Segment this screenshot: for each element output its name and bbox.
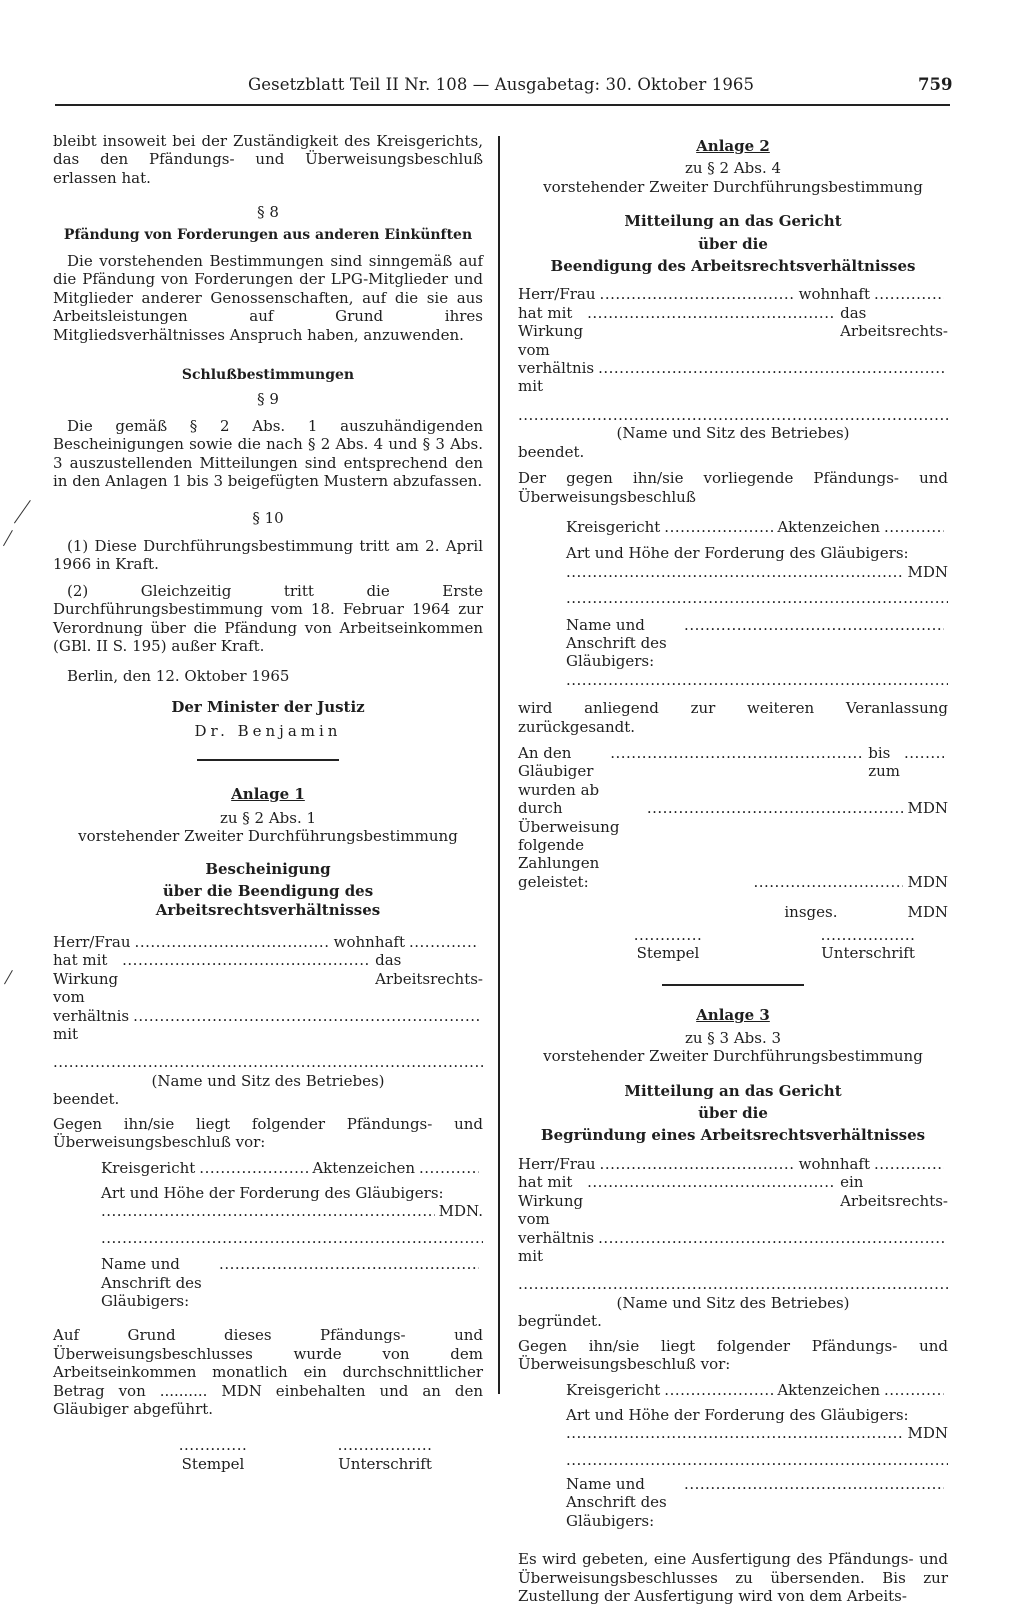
der-gegen-text: Der gegen ihn/sie vorliegende Pfändungs- und Überweisungsbeschluß bbox=[518, 469, 948, 506]
form-line-paid bbox=[518, 873, 948, 891]
signature-field bbox=[788, 926, 948, 963]
blank-field bbox=[133, 1007, 479, 1025]
label-mdn: MDN bbox=[907, 562, 948, 581]
blank-field bbox=[409, 933, 479, 951]
form-line-amount bbox=[53, 1202, 483, 1220]
label-hat-mit-wirkung: hat mit Wirkung vom bbox=[518, 1173, 584, 1229]
form-line-creditor bbox=[518, 1475, 948, 1530]
blank-field: ............. bbox=[178, 1436, 248, 1455]
label-begruendet: begründet. bbox=[518, 1312, 602, 1331]
blank-line bbox=[518, 406, 948, 424]
label-arbeitsrechts: das Arbeitsrechts- bbox=[840, 303, 949, 341]
label-insges: insges. bbox=[784, 903, 838, 922]
label-wohnhaft: wohnhaft bbox=[333, 933, 405, 951]
label-unterschrift: Unterschrift bbox=[821, 944, 915, 963]
blank-line bbox=[518, 1275, 948, 1293]
section-9-number: § 9 bbox=[257, 390, 279, 409]
form-line-person bbox=[518, 1155, 948, 1173]
form-line-employer bbox=[518, 359, 948, 396]
anlage-3-heading-2: über die bbox=[698, 1104, 768, 1123]
label-mdn-b: MDN bbox=[907, 872, 948, 891]
section-10-para-1: (1) Diese Durchführungsbestimmung tritt am 2. April 1966 in Kraft. bbox=[53, 536, 483, 574]
label-verhaeltnis-mit: verhältnis mit bbox=[53, 1006, 130, 1044]
header-rule bbox=[55, 104, 950, 106]
label-aktenzeichen: Aktenzeichen bbox=[777, 517, 880, 536]
running-header: Gesetzblatt Teil II Nr. 108 — Ausgabetag: 30. Oktober 1965 bbox=[248, 75, 755, 94]
signer-name: Dr. Benjamin bbox=[194, 722, 342, 741]
label-bis-zum: bis zum bbox=[868, 743, 901, 781]
section-8-text: Die vorstehenden Bestimmungen sind sinngemäß auf die Pfändung von Forderungen der LPG-Mitglieder und Mitglieder anderer Genossenschaften, auf die sie aus Arbeitsleistungen auf Grund ihres Mitgliedsverhältnisses Anspruch haben, anzuwenden. bbox=[53, 252, 483, 344]
blank-field: .......... bbox=[159, 1381, 208, 1400]
stamp-field bbox=[133, 1436, 293, 1473]
blank-field bbox=[610, 744, 864, 762]
anlage-3-ref: zu § 3 Abs. 3 bbox=[684, 1028, 782, 1047]
form-line-amount bbox=[518, 1424, 948, 1442]
blank-field bbox=[874, 285, 944, 303]
anlage-2-heading-2: über die bbox=[698, 234, 768, 253]
blank-field bbox=[600, 285, 795, 303]
anlage-3-heading-1: Mitteilung an das Gericht bbox=[624, 1081, 842, 1100]
blank-field bbox=[884, 518, 944, 536]
margin-pen-mark bbox=[14, 500, 31, 524]
blank-line bbox=[518, 671, 948, 689]
form-line-court bbox=[518, 1381, 948, 1399]
anlage-1-ref: zu § 2 Abs. 1 bbox=[219, 808, 317, 827]
form-line-court bbox=[53, 1159, 483, 1177]
signature-field bbox=[305, 1436, 465, 1473]
separator-rule bbox=[197, 759, 339, 761]
final-provisions-heading: Schlußbestimmungen bbox=[181, 367, 355, 384]
gegen-text: Gegen ihn/sie liegt folgender Pfändungs- und Überweisungsbeschluß vor: bbox=[53, 1114, 483, 1152]
auf-grund-body: Auf Grund dieses Pfändungs- und Überweisungsbeschlusses wurde von dem Arbeitseinkommen monatlich ein durchschnittlicher Betrag von bbox=[53, 1326, 483, 1400]
einbehalten-text: einbehalten und an den Gläubiger abgeführt. bbox=[53, 1381, 483, 1418]
margin-pen-mark bbox=[3, 530, 13, 546]
form-line-person bbox=[518, 285, 948, 303]
blank-field bbox=[884, 1381, 944, 1399]
label-stempel: Stempel bbox=[636, 944, 700, 963]
label-geleistet: geleistet: bbox=[518, 872, 589, 891]
anlage-1-ref-2: vorstehender Zweiter Durchführungsbestimmung bbox=[78, 827, 458, 846]
form-line-creditor bbox=[518, 616, 948, 671]
section-10-para-2: (2) Gleichzeitig tritt die Erste Durchführungsbestimmung vom 18. Februar 1964 zur Verordnung über die Pfändung von Arbeitseinkommen (GBl. II S. 195) außer Kraft. bbox=[53, 581, 483, 655]
blank-field bbox=[122, 951, 371, 969]
label-mdn-c: MDN bbox=[907, 903, 948, 922]
blank-field bbox=[904, 744, 944, 762]
stamp-field bbox=[588, 926, 748, 963]
label-aktenzeichen: Aktenzeichen bbox=[312, 1159, 415, 1178]
form-line-payments bbox=[518, 744, 948, 799]
anlage-3-ref-2: vorstehender Zweiter Durchführungsbestimmung bbox=[543, 1047, 923, 1066]
section-9-text: Die gemäß § 2 Abs. 1 auszuhändigenden Bescheinigungen sowie die nach § 2 Abs. 4 und § 3 Abs. 3 auszustellenden Mitteilungen sind entsprechend den in den Anlagen 1 bis 3 beigefügten Mustern abzufassen. bbox=[53, 416, 483, 491]
separator-rule bbox=[662, 984, 804, 986]
blank-field bbox=[566, 1424, 903, 1442]
form-line-effective bbox=[518, 1173, 948, 1228]
blank-field: .................. bbox=[820, 925, 916, 944]
label-arbeitsrechts: ein Arbeitsrechts- bbox=[840, 1173, 949, 1210]
form-line-person bbox=[53, 933, 483, 951]
form-line-total bbox=[518, 903, 948, 921]
form-line-effective bbox=[518, 304, 948, 359]
label-art-hoehe: Art und Höhe der Forderung des Gläubigers: bbox=[101, 1183, 444, 1202]
label-wohnhaft: wohnhaft bbox=[798, 1154, 870, 1173]
form-line-effective bbox=[53, 951, 483, 1006]
anlage-1-heading-1: Bescheinigung bbox=[205, 859, 331, 878]
section-8-number: § 8 bbox=[257, 203, 279, 222]
label-durch-ueberweisung: durch Überweisung folgende Zahlungen bbox=[518, 799, 620, 873]
label-stempel: Stempel bbox=[181, 1454, 245, 1473]
blank-field: .................. bbox=[337, 1436, 433, 1455]
blank-field bbox=[647, 799, 904, 817]
blank-line bbox=[518, 589, 948, 607]
blank-field bbox=[664, 518, 773, 536]
label-name-anschrift: Name und Anschrift des Gläubigers: bbox=[566, 615, 667, 671]
blank-field bbox=[664, 1381, 773, 1399]
blank-field bbox=[219, 1255, 479, 1273]
blank-field bbox=[587, 304, 836, 322]
gegen-text: Gegen ihn/sie liegt folgender Pfändungs- und Überweisungsbeschluß vor: bbox=[518, 1336, 948, 1373]
place-and-date: Berlin, den 12. Oktober 1965 bbox=[67, 667, 290, 686]
anlage-2-heading-3: Beendigung des Arbeitsrechtsverhältnisses bbox=[550, 257, 916, 276]
blank-field bbox=[684, 616, 944, 634]
left-column bbox=[53, 132, 483, 1473]
label-unterschrift: Unterschrift bbox=[338, 1454, 432, 1473]
signature-block bbox=[518, 926, 948, 963]
blank-field bbox=[135, 933, 330, 951]
section-10-number: § 10 bbox=[252, 508, 284, 527]
label-kreisgericht: Kreisgericht bbox=[101, 1159, 196, 1178]
blank-field bbox=[566, 563, 903, 581]
blank-field bbox=[199, 1159, 308, 1177]
label-hat-mit-wirkung: hat mit Wirkung vom bbox=[518, 303, 584, 359]
anlage-1-heading-2: über die Beendigung des Arbeitsrechtsverhältnisses bbox=[155, 882, 381, 919]
label-herr-frau: Herr/Frau bbox=[53, 933, 131, 951]
anlage-2-title: Anlage 2 bbox=[696, 137, 770, 155]
form-line-creditor bbox=[53, 1255, 483, 1310]
label-verhaeltnis-mit: verhältnis mit bbox=[518, 359, 595, 396]
caption-name-sitz: (Name und Sitz des Betriebes) bbox=[151, 1071, 385, 1090]
caption-name-sitz: (Name und Sitz des Betriebes) bbox=[616, 424, 850, 443]
margin-pen-mark bbox=[4, 970, 13, 984]
blank-field: ............. bbox=[633, 925, 703, 944]
blank-field bbox=[101, 1202, 435, 1220]
anlage-2-ref-2: vorstehender Zweiter Durchführungsbestimmung bbox=[543, 177, 923, 196]
label-mdn-2: MDN bbox=[221, 1381, 262, 1400]
blank-field bbox=[598, 1229, 944, 1247]
blank-field bbox=[419, 1159, 479, 1177]
continued-paragraph: bleibt insoweit bei der Zuständigkeit des Kreisgerichts, das den Pfändungs- und Überweisungsbeschluß erlassen hat. bbox=[53, 132, 483, 187]
label-beendet: beendet. bbox=[53, 1090, 120, 1109]
blank-field bbox=[598, 359, 944, 377]
label-name-anschrift: Name und Anschrift des Gläubigers: bbox=[566, 1474, 667, 1530]
es-wird-text: Es wird gebeten, eine Ausfertigung des Pfändungs- und Überweisungsbeschlusses zu übersenden. Bis zur Zustellung der Ausfertigung wird von dem Arbeits- bbox=[518, 1550, 948, 1605]
label-name-anschrift: Name und Anschrift des Gläubigers: bbox=[101, 1255, 202, 1310]
form-line-amount bbox=[518, 563, 948, 581]
label-mdn: MDN bbox=[907, 1424, 948, 1443]
blank-field bbox=[684, 1475, 944, 1493]
form-line-employer bbox=[518, 1229, 948, 1266]
label-beendet: beendet. bbox=[518, 442, 585, 461]
blank-line bbox=[53, 1229, 483, 1247]
label-hat-mit-wirkung: hat mit Wirkung vom bbox=[53, 951, 119, 1007]
anlage-2-ref: zu § 2 Abs. 4 bbox=[684, 159, 782, 178]
anlage-2-heading-1: Mitteilung an das Gericht bbox=[624, 212, 842, 231]
blank-field bbox=[753, 873, 903, 891]
label-art-hoehe: Art und Höhe der Forderung des Gläubigers: bbox=[566, 1405, 909, 1424]
anlage-1-title: Anlage 1 bbox=[231, 784, 305, 803]
label-verhaeltnis-mit: verhältnis mit bbox=[518, 1228, 595, 1265]
signature-block bbox=[53, 1436, 483, 1473]
blank-line bbox=[518, 1451, 948, 1469]
form-line-employer bbox=[53, 1007, 483, 1044]
form-line-court bbox=[518, 518, 948, 536]
label-arbeitsrechts: das Arbeitsrechts- bbox=[375, 951, 484, 988]
blank-line bbox=[53, 1053, 483, 1071]
label-kreisgericht: Kreisgericht bbox=[566, 1381, 661, 1400]
label-art-hoehe: Art und Höhe der Forderung des Gläubigers: bbox=[566, 544, 909, 563]
label-herr-frau: Herr/Frau bbox=[518, 1154, 596, 1173]
blank-field bbox=[600, 1155, 795, 1173]
auf-grund-text bbox=[53, 1326, 483, 1418]
label-an-den-glaeubiger: An den Gläubiger wurden ab bbox=[518, 743, 600, 799]
wird-text: wird anliegend zur weiteren Veranlassung zurückgesandt. bbox=[518, 699, 948, 736]
label-herr-frau: Herr/Frau bbox=[518, 285, 596, 304]
label-kreisgericht: Kreisgericht bbox=[566, 517, 661, 536]
page-number: 759 bbox=[918, 75, 953, 94]
form-line-transfer bbox=[518, 799, 948, 873]
section-8-title: Pfändung von Forderungen aus anderen Einkünften bbox=[63, 226, 473, 243]
caption-name-sitz: (Name und Sitz des Betriebes) bbox=[616, 1293, 850, 1312]
blank-field bbox=[587, 1173, 836, 1191]
right-column bbox=[518, 137, 948, 1605]
anlage-3-title: Anlage 3 bbox=[696, 1006, 770, 1025]
label-mdn-a: MDN bbox=[907, 799, 948, 818]
column-divider bbox=[498, 136, 500, 1394]
label-aktenzeichen: Aktenzeichen bbox=[777, 1381, 880, 1400]
minister-title: Der Minister der Justiz bbox=[171, 697, 365, 716]
label-mdn: MDN. bbox=[438, 1202, 483, 1221]
anlage-3-heading-3: Begründung eines Arbeitsrechtsverhältnisses bbox=[540, 1126, 926, 1145]
label-wohnhaft: wohnhaft bbox=[798, 285, 870, 304]
blank-field bbox=[874, 1155, 944, 1173]
